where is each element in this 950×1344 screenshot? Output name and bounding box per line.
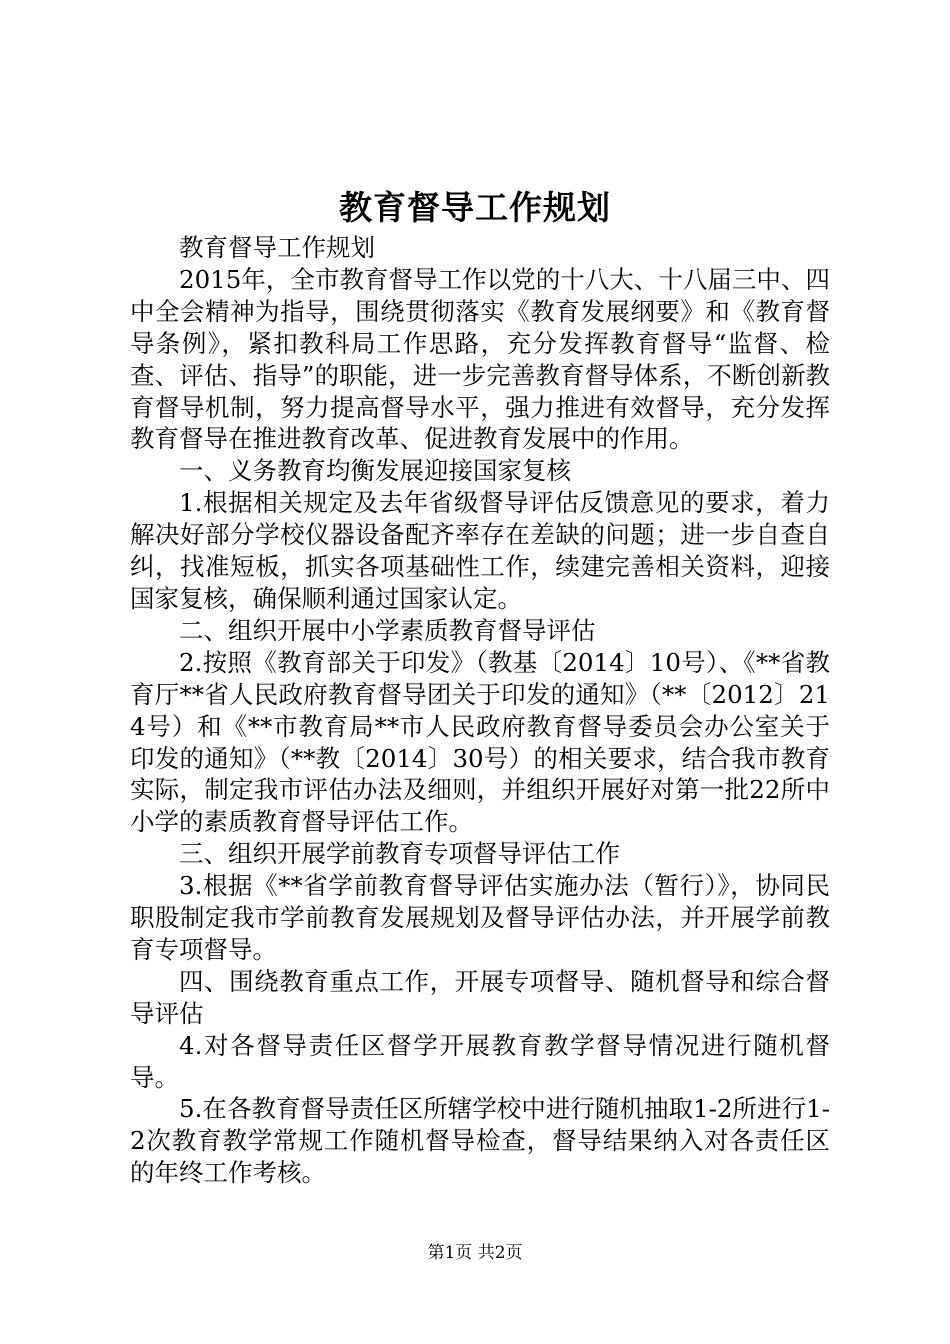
section-2-item-2: 2.按照《教育部关于印发》（教基〔2014〕10号）、《**省教育厅**省人民政府教育督导团关于印发的通知》（**〔2012〕214号）和《**市教育局**市人民政府教育督导委员会办公室关于印发的通知》（**教〔2014〕30号）的相关要求，结合我市教育实际，制定我市评估办法及细则，并组织开展好对第一批22所中小学的素质教育督导评估工作。 [130, 647, 830, 837]
subtitle-paragraph: 教育督导工作规划 [179, 233, 375, 262]
section-heading-2: 二、组织开展中小学素质教育督导评估 [179, 615, 596, 645]
document-title: 教育督导工作规划 [339, 188, 611, 227]
page-footer: 第1页 共2页 [427, 1243, 523, 1263]
section-heading-4: 四、围绕教育重点工作，开展专项督导、随机督导和综合督导评估 [130, 966, 830, 1028]
section-heading-3: 三、组织开展学前教育专项督导评估工作 [179, 839, 620, 869]
document-body [130, 232, 830, 1189]
section-4-item-4: 4.对各督导责任区督学开展教育教学督导情况进行随机督导。 [130, 1030, 830, 1092]
section-heading-1: 一、义务教育均衡发展迎接国家复核 [179, 456, 571, 486]
section-1-item-1: 1.根据相关规定及去年省级督导评估反馈意见的要求，着力解决好部分学校仪器设备配齐率存在差缺的问题；进一步自查自纠，找准短板，抓实各项基础性工作，续建完善相关资料，迎接国家复核，确保顺利通过国家认定。 [130, 488, 830, 613]
section-4-item-5: 5.在各教育督导责任区所辖学校中进行随机抽取1-2所进行1-2次教育教学常规工作随机督导检查，督导结果纳入对各责任区的年终工作考核。 [130, 1094, 830, 1188]
section-3-item-3: 3.根据《**省学前教育督导评估实施办法（暂行）》，协同民职股制定我市学前教育发展规划及督导评估办法，并开展学前教育专项督导。 [130, 871, 830, 964]
intro-paragraph: 2015年，全市教育督导工作以党的十八大、十八届三中、四中全会精神为指导，围绕贯彻落实《教育发展纲要》和《教育督导条例》，紧扣教科局工作思路，充分发挥教育督导“监督、检查、评估、指导”的职能，进一步完善教育督导体系，不断创新教育督导机制，努力提高督导水平，强力推进有效督导，充分发挥教育督导在推进教育改革、促进教育发展中的作用。 [130, 264, 830, 454]
